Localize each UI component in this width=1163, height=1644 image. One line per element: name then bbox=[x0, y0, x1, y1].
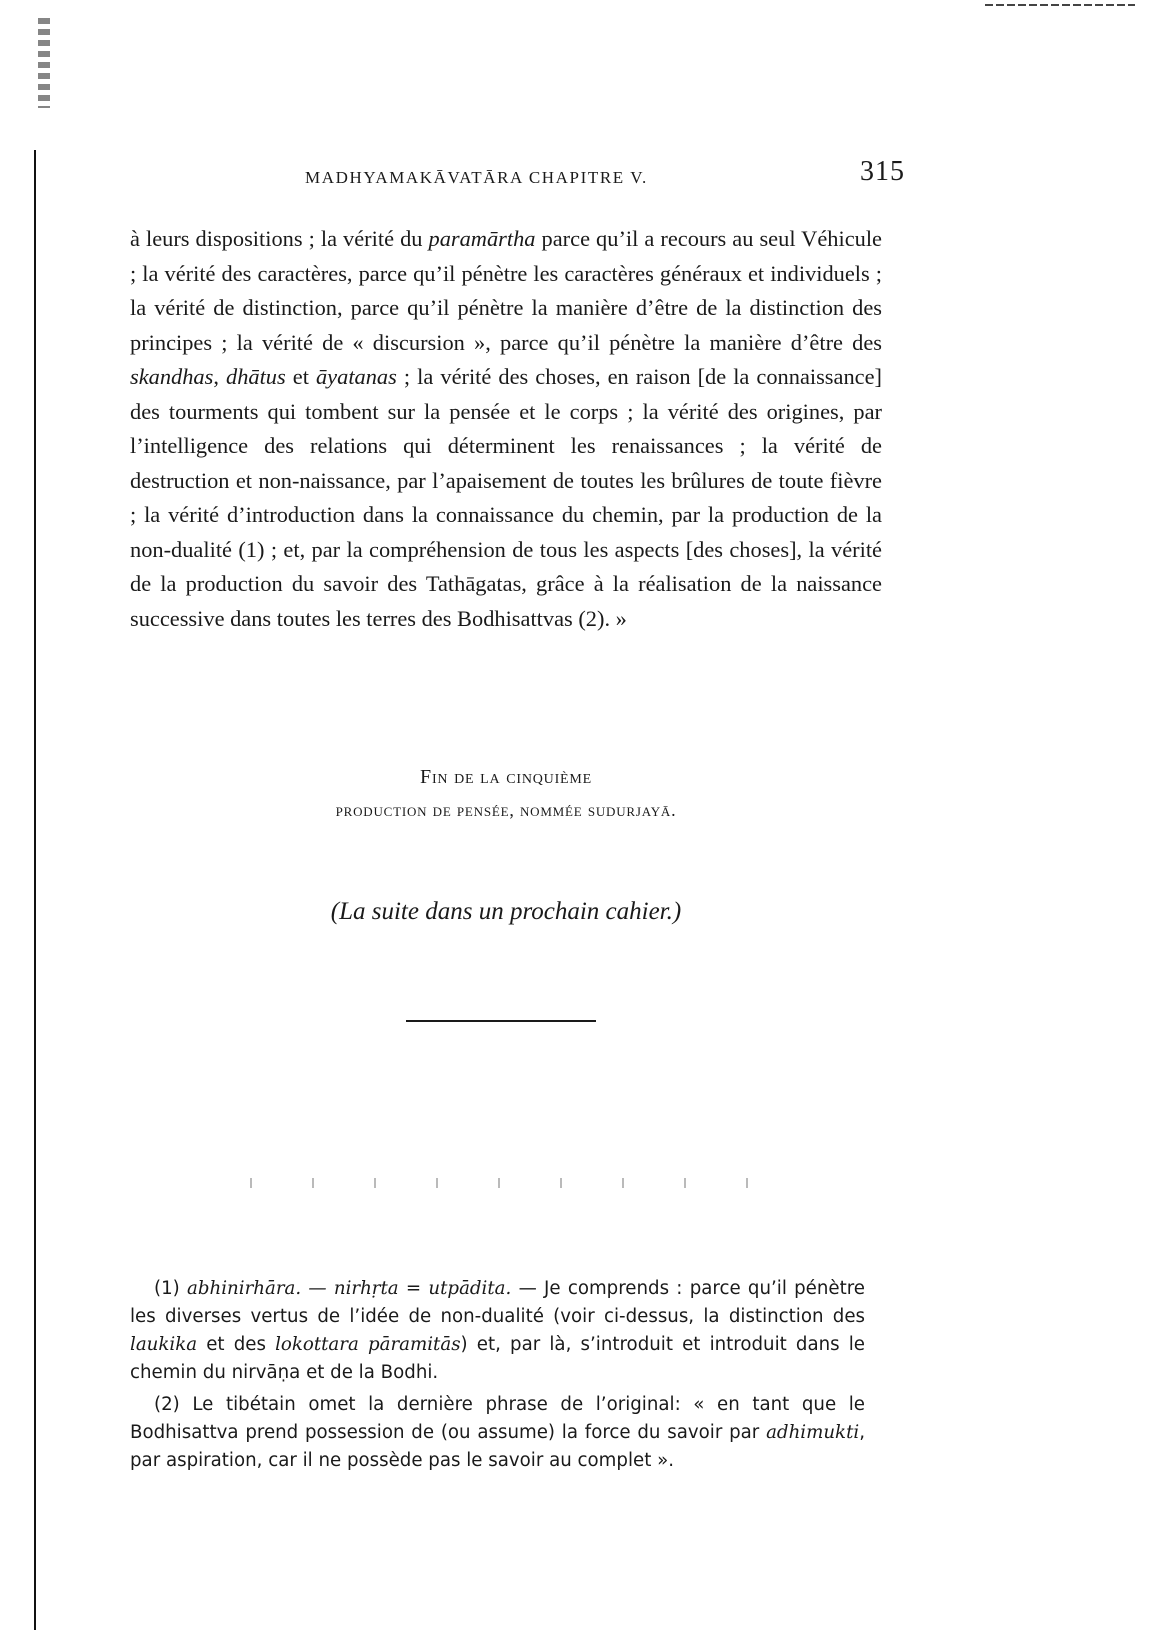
footnote-2-text-a: (2) Le tibétain omet la dernière phrase de l’original: « en tant que le Bodhisattva prend possession de (ou assume) la force du savoir par bbox=[130, 1394, 865, 1443]
footnote-2-text-b: , par aspiration, car il ne possède pas le savoir au complet ». bbox=[130, 1422, 865, 1471]
footnote-2 bbox=[130, 1391, 865, 1475]
term-dhatus: dhātus bbox=[226, 364, 286, 389]
colophon-line-1: Fin de la cinquième bbox=[420, 766, 592, 788]
footnote-1-term-a: abhinirhāra. — nirhṛta = utpādita. bbox=[187, 1278, 512, 1299]
continuation-note: (La suite dans un prochain cahier.) bbox=[330, 898, 682, 925]
scan-dots bbox=[250, 1178, 770, 1188]
footnote-1-text-b: — Je comprends : parce qu’il pénètre les diverses vertus de l’idée de non-dualité (voir ci-dessus, la distinction des bbox=[130, 1278, 865, 1327]
body-text-2: parce qu’il a recours au seul Véhicule ; la vérité des caractères, parce qu’il pénètre les caractères généraux et individuels ; la vérité de distinction, parce qu’il pénètre la manière d’être de la distinction des principes ; la vérité de « discursion », parce qu’il pénètre la manière d’être des bbox=[130, 226, 882, 355]
section-divider bbox=[406, 1020, 596, 1022]
page-number: 315 bbox=[860, 156, 905, 187]
footnote-2-term-adhimukti: adhimukti bbox=[766, 1422, 860, 1443]
footnote-1-term-lokottara: lokottara pāramitās bbox=[275, 1334, 461, 1355]
footnote-1 bbox=[130, 1275, 865, 1387]
term-skandhas: skandhas bbox=[130, 364, 214, 389]
term-paramartha: paramārtha bbox=[428, 226, 536, 251]
scan-left-edge bbox=[34, 150, 36, 1630]
term-ayatanas: āyatanas bbox=[315, 364, 397, 389]
footnote-1-text-d: ) et, par là, s’introduit et introduit dans le chemin du nirvāṇa et de la Bodhi. bbox=[130, 1334, 865, 1383]
body-text-4: et bbox=[285, 364, 316, 389]
body-text-1: à leurs dispositions ; la vérité du bbox=[130, 226, 429, 251]
scan-mark bbox=[985, 4, 1135, 6]
body-paragraph bbox=[130, 222, 882, 636]
scan-speckle bbox=[38, 18, 50, 108]
footnote-1-text-c: et des bbox=[197, 1334, 276, 1355]
running-head: MADHYAMAKĀVATĀRA CHAPITRE V. bbox=[305, 168, 648, 187]
body-text-5: ; la vérité des choses, en raison [de la connaissance] des tourments qui tombent sur la pensée et le corps ; la vérité des origines, par l’intelligence des relations qui déterminent les renaissances ; la vérité de destruction et non-naissance, par l’apaisement de toutes les brûlures de toute fièvre ; la vérité d’introduction dans la connaissance du chemin, par la production de la non-dualité (1) ; et, par la compréhension de tous les aspects [des choses], la vérité de la production du savoir des Tathāgatas, grâce à la réalisation de la naissance successive dans toutes les terres des Bodhisattvas (2). » bbox=[130, 364, 882, 631]
colophon-line-2: production de pensée, nommée sudurjayā. bbox=[335, 800, 677, 820]
footnote-1-term-laukika: laukika bbox=[130, 1334, 198, 1355]
footnote-1-text-a: (1) bbox=[154, 1278, 188, 1299]
body-text-3: , bbox=[213, 364, 226, 389]
footnotes bbox=[130, 1275, 865, 1479]
